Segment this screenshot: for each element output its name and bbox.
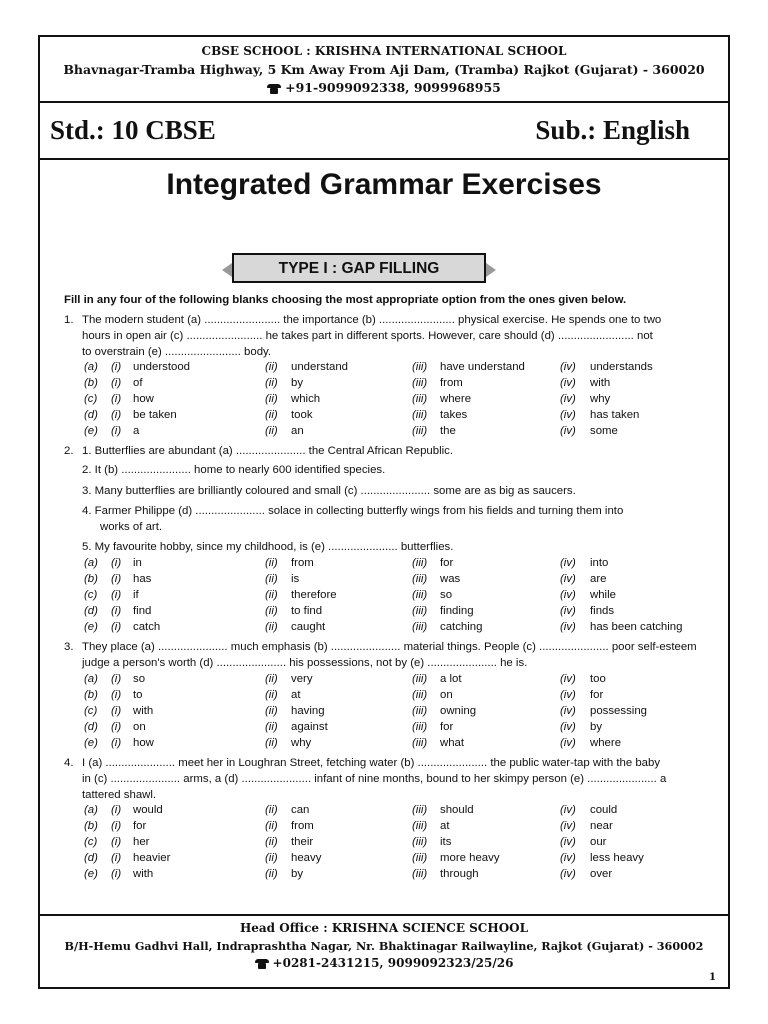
option-text: what — [440, 737, 465, 749]
option-text: with — [133, 705, 154, 717]
option-roman-numeral: (iii) — [412, 409, 428, 421]
option-roman-numeral: (ii) — [265, 721, 278, 733]
option-roman-numeral: (iii) — [412, 393, 428, 405]
option-roman-numeral: (iii) — [412, 621, 428, 633]
option-roman-numeral: (iv) — [560, 804, 576, 816]
subject-label: Sub.: English — [535, 115, 690, 145]
option-text: therefore — [291, 589, 337, 601]
option-text: should — [440, 804, 474, 816]
option-roman-numeral: (iii) — [412, 673, 428, 685]
option-row-label: (a) — [84, 361, 98, 373]
standard-label: Std.: 10 CBSE — [50, 115, 216, 145]
option-roman-numeral: (i) — [111, 673, 122, 685]
option-roman-numeral: (ii) — [265, 589, 278, 601]
page-title: Integrated Grammar Exercises — [166, 168, 602, 201]
option-row-label: (a) — [84, 557, 98, 569]
q1-line: hours in open air (c) ........................ he takes part in different sports. However, care should (d) ........................ not — [82, 330, 653, 342]
option-text: of — [133, 377, 143, 389]
q2-number: 2. — [64, 445, 74, 457]
option-roman-numeral: (i) — [111, 605, 122, 617]
option-text: heavy — [291, 852, 322, 864]
option-text: for — [440, 721, 454, 733]
q4-line: I (a) ...................... meet her in Loughran Street, fetching water (b) ...................... the public water-tap with the baby — [82, 757, 661, 769]
q3-line: They place (a) ...................... much emphasis (b) ...................... material things. People (c) ...................... poor self-esteem — [82, 641, 697, 653]
option-text: has — [133, 573, 152, 585]
option-text: through — [440, 868, 479, 880]
option-roman-numeral: (ii) — [265, 557, 278, 569]
q1-number: 1. — [64, 314, 74, 326]
option-text: a — [133, 425, 140, 437]
option-roman-numeral: (i) — [111, 836, 122, 848]
option-text: if — [133, 589, 139, 601]
option-row-label: (b) — [84, 573, 98, 585]
option-roman-numeral: (i) — [111, 852, 122, 864]
q4-line: in (c) ...................... arms, a (d) ...................... infant of nine months, bound to her skimpy person (e) ...................... a — [82, 773, 667, 785]
option-text: so — [440, 589, 453, 601]
school-phone: +91-9099092338, 9099968955 — [285, 80, 501, 95]
option-text: from — [291, 557, 314, 569]
option-roman-numeral: (iii) — [412, 820, 428, 832]
q2-line: 1. Butterflies are abundant (a) ...................... the Central African Republic. — [82, 445, 454, 457]
option-roman-numeral: (iii) — [412, 377, 428, 389]
option-text: to find — [291, 605, 323, 617]
option-text: can — [291, 804, 310, 816]
option-text: is — [291, 573, 300, 585]
option-text: in — [133, 557, 142, 569]
footer — [40, 914, 728, 989]
option-roman-numeral: (iv) — [560, 673, 576, 685]
option-roman-numeral: (iii) — [412, 852, 428, 864]
option-roman-numeral: (i) — [111, 804, 122, 816]
option-text: would — [133, 804, 163, 816]
page-number: 1 — [709, 972, 716, 983]
option-text: at — [291, 689, 301, 701]
q1-line: to overstrain (e) ........................ body. — [82, 346, 272, 358]
option-text: having — [291, 705, 325, 717]
option-roman-numeral: (iv) — [560, 836, 576, 848]
option-roman-numeral: (ii) — [265, 804, 278, 816]
option-text: for — [440, 557, 454, 569]
q2-line: 3. Many butterflies are brilliantly coloured and small (c) ...................... some are as big as saucers. — [82, 485, 576, 497]
option-roman-numeral: (iii) — [412, 737, 428, 749]
option-text: finds — [590, 605, 615, 617]
option-text: a lot — [440, 673, 462, 685]
option-text: our — [590, 836, 607, 848]
option-row-label: (e) — [84, 868, 98, 880]
option-text: with — [133, 868, 154, 880]
option-roman-numeral: (iv) — [560, 868, 576, 880]
option-text: how — [133, 393, 154, 405]
q2-line: works of art. — [100, 521, 163, 533]
option-roman-numeral: (iii) — [412, 721, 428, 733]
q3-number: 3. — [64, 641, 74, 653]
option-text: the — [440, 425, 456, 437]
option-text: very — [291, 673, 313, 685]
option-row-label: (d) — [84, 852, 98, 864]
option-roman-numeral: (i) — [111, 573, 122, 585]
option-text: why — [291, 737, 312, 749]
option-text: near — [590, 820, 613, 832]
option-roman-numeral: (i) — [111, 721, 122, 733]
option-roman-numeral: (i) — [111, 377, 122, 389]
option-roman-numeral: (iv) — [560, 721, 576, 733]
option-roman-numeral: (ii) — [265, 409, 278, 421]
option-text: took — [291, 409, 313, 421]
option-roman-numeral: (ii) — [265, 361, 278, 373]
option-roman-numeral: (iv) — [560, 361, 576, 373]
option-roman-numeral: (iv) — [560, 425, 576, 437]
option-roman-numeral: (iv) — [560, 573, 576, 585]
option-text: its — [440, 836, 452, 848]
option-roman-numeral: (iii) — [412, 836, 428, 848]
option-row-label: (c) — [84, 836, 98, 848]
option-roman-numeral: (ii) — [265, 605, 278, 617]
option-roman-numeral: (ii) — [265, 621, 278, 633]
option-row-label: (c) — [84, 393, 98, 405]
option-roman-numeral: (iv) — [560, 852, 576, 864]
option-text: understood — [133, 361, 190, 373]
option-roman-numeral: (i) — [111, 393, 122, 405]
option-row-label: (d) — [84, 409, 98, 421]
option-text: understands — [590, 361, 653, 373]
option-text: into — [590, 557, 609, 569]
option-text: more heavy — [440, 852, 500, 864]
option-text: have understand — [440, 361, 525, 373]
option-text: be taken — [133, 409, 177, 421]
option-text: how — [133, 737, 154, 749]
option-text: where — [440, 393, 472, 405]
option-text: are — [590, 573, 607, 585]
option-text: caught — [291, 621, 326, 633]
option-row-label: (b) — [84, 377, 98, 389]
option-row-label: (e) — [84, 737, 98, 749]
option-text: takes — [440, 409, 468, 421]
head-office-phone-line — [40, 956, 728, 970]
option-text: catch — [133, 621, 161, 633]
option-roman-numeral: (i) — [111, 589, 122, 601]
option-row-label: (c) — [84, 705, 98, 717]
option-row-label: (e) — [84, 425, 98, 437]
head-office: Head Office : KRISHNA SCIENCE SCHOOL — [239, 921, 529, 935]
option-row-label: (a) — [84, 673, 98, 685]
option-text: to — [133, 689, 143, 701]
option-roman-numeral: (iv) — [560, 393, 576, 405]
option-text: understand — [291, 361, 348, 373]
q2-line: 2. It (b) ...................... home to nearly 600 identified species. — [82, 464, 386, 476]
option-row-label: (d) — [84, 605, 98, 617]
head-office-phone: +0281-2431215, 9099092323/25/26 — [272, 956, 514, 970]
option-roman-numeral: (ii) — [265, 737, 278, 749]
option-text: from — [440, 377, 463, 389]
option-text: finding — [440, 605, 474, 617]
option-roman-numeral: (iii) — [412, 868, 428, 880]
q2-line: 4. Farmer Philippe (d) ...................... solace in collecting butterfly wings from his fields and turning them into — [82, 505, 624, 517]
option-text: for — [133, 820, 147, 832]
option-text: for — [590, 689, 604, 701]
option-text: over — [590, 868, 613, 880]
school-name: CBSE SCHOOL : KRISHNA INTERNATIONAL SCHOOL — [201, 44, 567, 58]
option-roman-numeral: (i) — [111, 361, 122, 373]
option-roman-numeral: (i) — [111, 868, 122, 880]
phone-icon — [255, 959, 269, 969]
option-text: has taken — [590, 409, 640, 421]
option-roman-numeral: (i) — [111, 689, 122, 701]
option-roman-numeral: (iii) — [412, 425, 428, 437]
option-roman-numeral: (i) — [111, 737, 122, 749]
option-roman-numeral: (ii) — [265, 573, 278, 585]
option-roman-numeral: (iv) — [560, 737, 576, 749]
option-text: her — [133, 836, 150, 848]
option-roman-numeral: (iv) — [560, 689, 576, 701]
option-roman-numeral: (i) — [111, 820, 122, 832]
option-row-label: (b) — [84, 689, 98, 701]
option-text: with — [590, 377, 611, 389]
option-roman-numeral: (i) — [111, 621, 122, 633]
option-roman-numeral: (iv) — [560, 377, 576, 389]
option-roman-numeral: (ii) — [265, 836, 278, 848]
option-roman-numeral: (iv) — [560, 705, 576, 717]
option-text: heavier — [133, 852, 171, 864]
option-text: their — [291, 836, 314, 848]
option-text: by — [291, 868, 304, 880]
q4-line: tattered shawl. — [82, 789, 157, 801]
option-roman-numeral: (iii) — [412, 689, 428, 701]
option-text: by — [590, 721, 603, 733]
option-roman-numeral: (i) — [111, 705, 122, 717]
option-row-label: (c) — [84, 589, 98, 601]
option-text: at — [440, 820, 450, 832]
option-text: an — [291, 425, 304, 437]
option-roman-numeral: (iii) — [412, 804, 428, 816]
option-roman-numeral: (iv) — [560, 557, 576, 569]
option-roman-numeral: (ii) — [265, 852, 278, 864]
option-roman-numeral: (ii) — [265, 868, 278, 880]
option-text: catching — [440, 621, 483, 633]
option-text: owning — [440, 705, 477, 717]
option-roman-numeral: (iv) — [560, 820, 576, 832]
option-text: less heavy — [590, 852, 644, 864]
option-roman-numeral: (ii) — [265, 689, 278, 701]
option-roman-numeral: (ii) — [265, 673, 278, 685]
option-text: so — [133, 673, 146, 685]
option-row-label: (d) — [84, 721, 98, 733]
option-roman-numeral: (iii) — [412, 705, 428, 717]
option-roman-numeral: (iv) — [560, 589, 576, 601]
option-roman-numeral: (iii) — [412, 573, 428, 585]
option-roman-numeral: (iv) — [560, 621, 576, 633]
option-text: while — [590, 589, 616, 601]
option-text: possessing — [590, 705, 647, 717]
option-text: has been catching — [590, 621, 683, 633]
q4-number: 4. — [64, 757, 74, 769]
option-roman-numeral: (iii) — [412, 589, 428, 601]
option-text: on — [133, 721, 146, 733]
option-roman-numeral: (ii) — [265, 705, 278, 717]
q3-line: judge a person's worth (d) ...................... his possessions, not by (e) ...................... he is. — [82, 657, 528, 669]
option-text: from — [291, 820, 314, 832]
option-roman-numeral: (iii) — [412, 605, 428, 617]
option-roman-numeral: (iii) — [412, 557, 428, 569]
school-address: Bhavnagar-Tramba Highway, 5 Km Away From Aji Dam, (Tramba) Rajkot (Gujarat) - 360020 — [63, 62, 705, 77]
option-text: some — [590, 425, 618, 437]
option-row-label: (a) — [84, 804, 98, 816]
option-roman-numeral: (iii) — [412, 361, 428, 373]
option-roman-numeral: (ii) — [265, 377, 278, 389]
option-roman-numeral: (iv) — [560, 605, 576, 617]
option-row-label: (e) — [84, 621, 98, 633]
option-text: where — [590, 737, 622, 749]
option-roman-numeral: (i) — [111, 557, 122, 569]
option-roman-numeral: (ii) — [265, 393, 278, 405]
option-text: could — [590, 804, 618, 816]
option-roman-numeral: (ii) — [265, 425, 278, 437]
option-text: against — [291, 721, 328, 733]
option-text: was — [440, 573, 461, 585]
option-roman-numeral: (i) — [111, 425, 122, 437]
option-roman-numeral: (i) — [111, 409, 122, 421]
option-roman-numeral: (iv) — [560, 409, 576, 421]
option-row-label: (b) — [84, 820, 98, 832]
instruction: Fill in any four of the following blanks choosing the most appropriate option from the ones given below. — [64, 294, 627, 306]
option-text: find — [133, 605, 152, 617]
q1-line: The modern student (a) ........................ the importance (b) ........................ physical exercise. He spends one to two — [82, 314, 662, 326]
type-banner: TYPE I : GAP FILLING — [232, 253, 486, 283]
option-text: which — [291, 393, 321, 405]
head-office-address: B/H-Hemu Gadhvi Hall, Indraprashtha Nagar, Nr. Bhaktinagar Railwayline, Rajkot (Gujarat) - 360002 — [64, 939, 704, 953]
option-text: too — [590, 673, 606, 685]
q2-line: 5. My favourite hobby, since my childhood, is (e) ...................... butterflies. — [82, 541, 454, 553]
option-text: on — [440, 689, 453, 701]
option-roman-numeral: (ii) — [265, 820, 278, 832]
option-text: why — [590, 393, 611, 405]
option-text: by — [291, 377, 304, 389]
